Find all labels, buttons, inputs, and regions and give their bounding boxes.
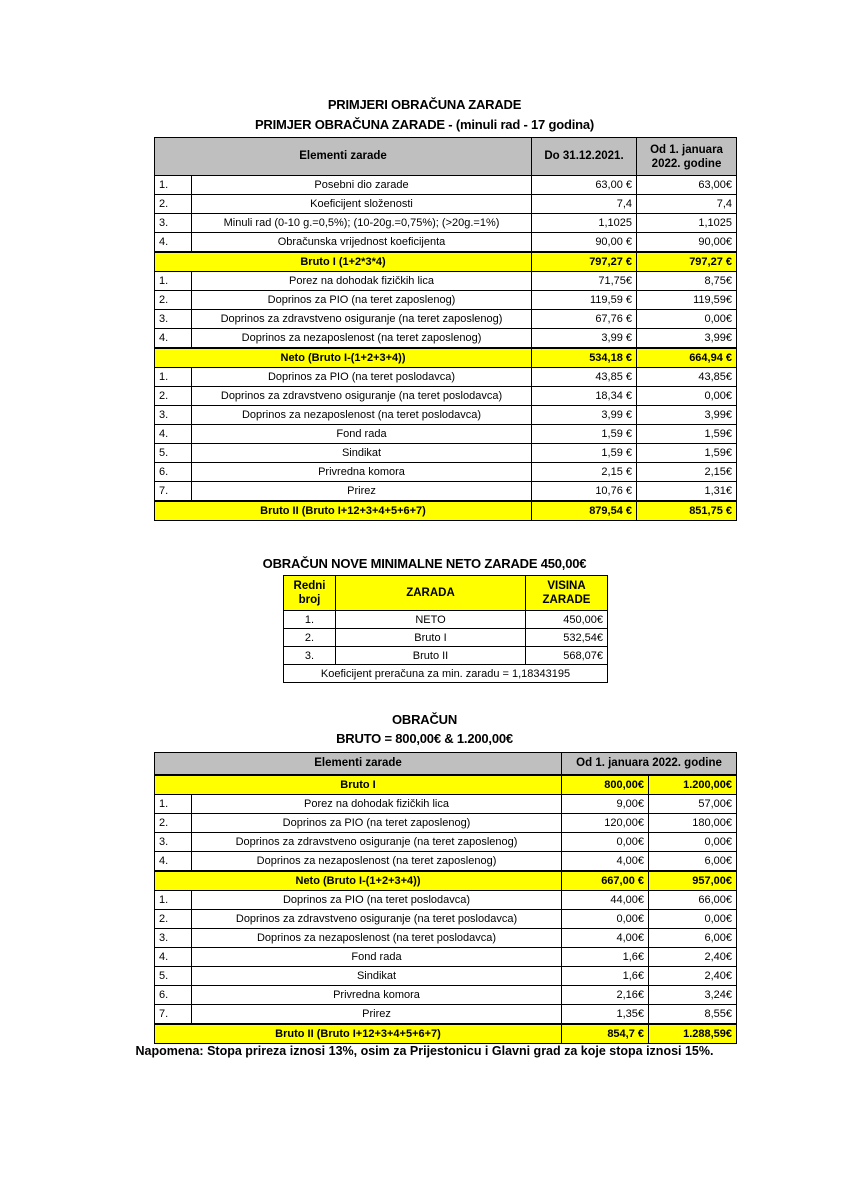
row-value-1: 1,6€	[562, 948, 649, 967]
table-row	[155, 948, 737, 967]
row-value-2: 3,99€	[637, 406, 737, 425]
row-number: 6.	[155, 463, 192, 482]
row-value-1: 119,59 €	[532, 291, 637, 310]
header-visina	[526, 576, 608, 611]
table-row	[155, 387, 737, 406]
header-zarada: ZARADA	[336, 576, 526, 611]
row-value-2: 2,40€	[649, 948, 737, 967]
row-number: 3.	[284, 647, 336, 665]
summary-row	[155, 501, 737, 521]
row-number: 1.	[155, 368, 192, 387]
row-number: 1.	[284, 611, 336, 629]
row-value-1: 71,75€	[532, 272, 637, 291]
row-value-1: 0,00€	[562, 910, 649, 929]
table-row	[155, 795, 737, 814]
row-number: 4.	[155, 852, 192, 872]
section3-subtitle: BRUTO = 800,00€ & 1.200,00€	[336, 731, 513, 746]
row-number: 3.	[155, 214, 192, 233]
row-value-1: 44,00€	[562, 891, 649, 910]
table-row	[155, 482, 737, 502]
row-value-2: 3,24€	[649, 986, 737, 1005]
row-number: 3.	[155, 833, 192, 852]
header-elements: Elementi zarade	[155, 753, 562, 776]
table-row	[155, 195, 737, 214]
table-row	[284, 647, 608, 665]
row-number: 3.	[155, 929, 192, 948]
row-number: 2.	[155, 910, 192, 929]
row-value-2: 119,59€	[637, 291, 737, 310]
summary-value-2: 851,75 €	[637, 501, 737, 521]
row-number: 1.	[155, 795, 192, 814]
header-cols: Od 1. januara 2022. godine	[562, 753, 737, 776]
row-value-1: 4,00€	[562, 929, 649, 948]
header-elements: Elementi zarade	[155, 138, 532, 176]
table-row	[155, 814, 737, 833]
row-number: 5.	[155, 967, 192, 986]
row-label: Prirez	[192, 482, 532, 502]
summary-row	[155, 775, 737, 795]
row-value-2: 6,00€	[649, 852, 737, 872]
row-label: Bruto II	[336, 647, 526, 665]
row-value-1: 1,6€	[562, 967, 649, 986]
row-label: Minuli rad (0-10 g.=0,5%); (10-20g.=0,75%); (>20g.=1%)	[192, 214, 532, 233]
row-value-2: 0,00€	[637, 387, 737, 406]
row-value-2: 57,00€	[649, 795, 737, 814]
row-value: 450,00€	[526, 611, 608, 629]
header-col1: Do 31.12.2021.	[532, 138, 637, 176]
row-label: Privredna komora	[192, 463, 532, 482]
table-row	[155, 233, 737, 253]
row-number: 1.	[155, 176, 192, 195]
row-number: 5.	[155, 444, 192, 463]
table-row	[155, 891, 737, 910]
row-label: Doprinos za zdravstveno osiguranje (na teret zaposlenog)	[192, 833, 562, 852]
table-row	[155, 368, 737, 387]
table-row	[155, 406, 737, 425]
summary-value-2: 664,94 €	[637, 348, 737, 368]
row-value-2: 66,00€	[649, 891, 737, 910]
header-col2	[637, 138, 737, 176]
summary-row	[155, 871, 737, 891]
table-salary-example	[154, 137, 737, 521]
row-value-1: 2,16€	[562, 986, 649, 1005]
row-value-2: 1,59€	[637, 425, 737, 444]
row-value-1: 1,1025	[532, 214, 637, 233]
row-value-1: 7,4	[532, 195, 637, 214]
table-row	[284, 629, 608, 647]
row-value-2: 0,00€	[649, 833, 737, 852]
table-row	[155, 425, 737, 444]
summary-label: Neto (Bruto I-(1+2+3+4))	[155, 871, 562, 891]
summary-value-1: 797,27 €	[532, 252, 637, 272]
table-row	[155, 910, 737, 929]
row-label: Sindikat	[192, 967, 562, 986]
row-value-1: 63,00 €	[532, 176, 637, 195]
row-label: Doprinos za zdravstveno osiguranje (na teret poslodavca)	[192, 387, 532, 406]
row-value-1: 1,59 €	[532, 444, 637, 463]
row-value-1: 43,85 €	[532, 368, 637, 387]
row-value-2: 0,00€	[637, 310, 737, 329]
table-row	[155, 214, 737, 233]
table-minimal-wage	[283, 575, 608, 683]
row-value-2: 43,85€	[637, 368, 737, 387]
row-value-2: 180,00€	[649, 814, 737, 833]
summary-value-1: 854,7 €	[562, 1024, 649, 1044]
row-value-1: 3,99 €	[532, 329, 637, 349]
row-value-2: 90,00€	[637, 233, 737, 253]
row-label: Privredna komora	[192, 986, 562, 1005]
row-value-1: 9,00€	[562, 795, 649, 814]
summary-value-2: 1.200,00€	[649, 775, 737, 795]
row-number: 6.	[155, 986, 192, 1005]
row-label: Doprinos za nezaposlenost (na teret poslodavca)	[192, 406, 532, 425]
row-label: Fond rada	[192, 425, 532, 444]
row-number: 4.	[155, 425, 192, 444]
summary-label: Bruto II (Bruto I+12+3+4+5+6+7)	[155, 1024, 562, 1044]
row-label: Doprinos za nezaposlenost (na teret zaposlenog)	[192, 852, 562, 872]
row-number: 2.	[155, 291, 192, 310]
row-value-2: 2,15€	[637, 463, 737, 482]
summary-row	[155, 252, 737, 272]
row-value-2: 2,40€	[649, 967, 737, 986]
section1-title: PRIMJERI OBRAČUNA ZARADE	[327, 97, 522, 112]
row-label: Koeficijent složenosti	[192, 195, 532, 214]
summary-value-1: 534,18 €	[532, 348, 637, 368]
table-row	[284, 611, 608, 629]
table-row	[155, 929, 737, 948]
section2-title: OBRAČUN NOVE MINIMALNE NETO ZARADE 450,00€	[262, 556, 587, 571]
row-number: 3.	[155, 310, 192, 329]
row-value-1: 120,00€	[562, 814, 649, 833]
row-number: 4.	[155, 948, 192, 967]
row-value-2: 8,55€	[649, 1005, 737, 1025]
row-label: Doprinos za zdravstveno osiguranje (na teret poslodavca)	[192, 910, 562, 929]
table-bruto-calc	[154, 752, 737, 1044]
row-value-2: 1,59€	[637, 444, 737, 463]
row-value-2: 3,99€	[637, 329, 737, 349]
row-label: Bruto I	[336, 629, 526, 647]
table-row	[155, 444, 737, 463]
row-value: 568,07€	[526, 647, 608, 665]
row-number: 3.	[155, 406, 192, 425]
summary-value-2: 957,00€	[649, 871, 737, 891]
row-label: NETO	[336, 611, 526, 629]
section1-subtitle: PRIMJER OBRAČUNA ZARADE - (minuli rad - 17 godina)	[254, 117, 595, 132]
row-number: 4.	[155, 329, 192, 349]
summary-row	[155, 348, 737, 368]
row-value-2: 1,1025	[637, 214, 737, 233]
row-number: 7.	[155, 1005, 192, 1025]
row-number: 2.	[155, 387, 192, 406]
footer-row	[284, 665, 608, 683]
header-redni-line1: Redni	[293, 580, 326, 592]
row-label: Obračunska vrijednost koeficijenta	[192, 233, 532, 253]
row-value-1: 67,76 €	[532, 310, 637, 329]
table-row	[155, 1005, 737, 1025]
header-col2-line2: 2022. godine	[651, 157, 722, 170]
table-row	[155, 329, 737, 349]
row-value-1: 1,59 €	[532, 425, 637, 444]
row-value: 532,54€	[526, 629, 608, 647]
summary-value-1: 800,00€	[562, 775, 649, 795]
row-value-1: 90,00 €	[532, 233, 637, 253]
row-value-1: 2,15 €	[532, 463, 637, 482]
row-label: Doprinos za PIO (na teret poslodavca)	[192, 891, 562, 910]
row-label: Doprinos za nezaposlenost (na teret zaposlenog)	[192, 329, 532, 349]
row-number: 2.	[155, 195, 192, 214]
summary-label: Bruto I	[155, 775, 562, 795]
table-row	[155, 967, 737, 986]
summary-row	[155, 1024, 737, 1044]
row-number: 4.	[155, 233, 192, 253]
row-label: Doprinos za zdravstveno osiguranje (na teret zaposlenog)	[192, 310, 532, 329]
row-value-1: 0,00€	[562, 833, 649, 852]
table-row	[155, 291, 737, 310]
row-value-2: 6,00€	[649, 929, 737, 948]
coefficient-footer: Koeficijent preračuna za min. zaradu = 1,18343195	[284, 665, 608, 683]
row-label: Porez na dohodak fizičkih lica	[192, 795, 562, 814]
header-redni	[284, 576, 336, 611]
table-row	[155, 310, 737, 329]
note: Napomena: Stopa prireza iznosi 13%, osim za Prijestonicu i Glavni grad za koje stopa iznosi 15%.	[135, 1044, 714, 1058]
summary-label: Bruto II (Bruto I+12+3+4+5+6+7)	[155, 501, 532, 521]
table-row	[155, 176, 737, 195]
row-label: Doprinos za PIO (na teret zaposlenog)	[192, 814, 562, 833]
row-value-1: 18,34 €	[532, 387, 637, 406]
table-row	[155, 272, 737, 291]
row-number: 1.	[155, 891, 192, 910]
row-value-1: 4,00€	[562, 852, 649, 872]
table-row	[155, 833, 737, 852]
table-row	[155, 463, 737, 482]
row-label: Porez na dohodak fizičkih lica	[192, 272, 532, 291]
row-value-2: 0,00€	[649, 910, 737, 929]
row-value-2: 63,00€	[637, 176, 737, 195]
row-number: 7.	[155, 482, 192, 502]
row-number: 1.	[155, 272, 192, 291]
row-value-1: 3,99 €	[532, 406, 637, 425]
row-number: 2.	[155, 814, 192, 833]
header-visina-line2: ZARADE	[542, 594, 591, 606]
row-label: Doprinos za PIO (na teret poslodavca)	[192, 368, 532, 387]
summary-value-1: 667,00 €	[562, 871, 649, 891]
row-value-2: 1,31€	[637, 482, 737, 502]
header-col2-line1: Od 1. januara	[650, 143, 723, 156]
header-visina-line1: VISINA	[547, 580, 586, 592]
summary-value-2: 1.288,59€	[649, 1024, 737, 1044]
row-label: Posebni dio zarade	[192, 176, 532, 195]
row-value-1: 10,76 €	[532, 482, 637, 502]
row-label: Sindikat	[192, 444, 532, 463]
table-row	[155, 986, 737, 1005]
header-redni-line2: broj	[298, 594, 321, 606]
summary-value-1: 879,54 €	[532, 501, 637, 521]
row-number: 2.	[284, 629, 336, 647]
section3-title: OBRAČUN	[391, 712, 458, 727]
row-label: Doprinos za PIO (na teret zaposlenog)	[192, 291, 532, 310]
row-label: Doprinos za nezaposlenost (na teret poslodavca)	[192, 929, 562, 948]
table-row	[155, 852, 737, 872]
row-label: Fond rada	[192, 948, 562, 967]
summary-label: Neto (Bruto I-(1+2+3+4))	[155, 348, 532, 368]
summary-label: Bruto I (1+2*3*4)	[155, 252, 532, 272]
row-value-2: 8,75€	[637, 272, 737, 291]
row-value-2: 7,4	[637, 195, 737, 214]
row-label: Prirez	[192, 1005, 562, 1025]
summary-value-2: 797,27 €	[637, 252, 737, 272]
row-value-1: 1,35€	[562, 1005, 649, 1025]
